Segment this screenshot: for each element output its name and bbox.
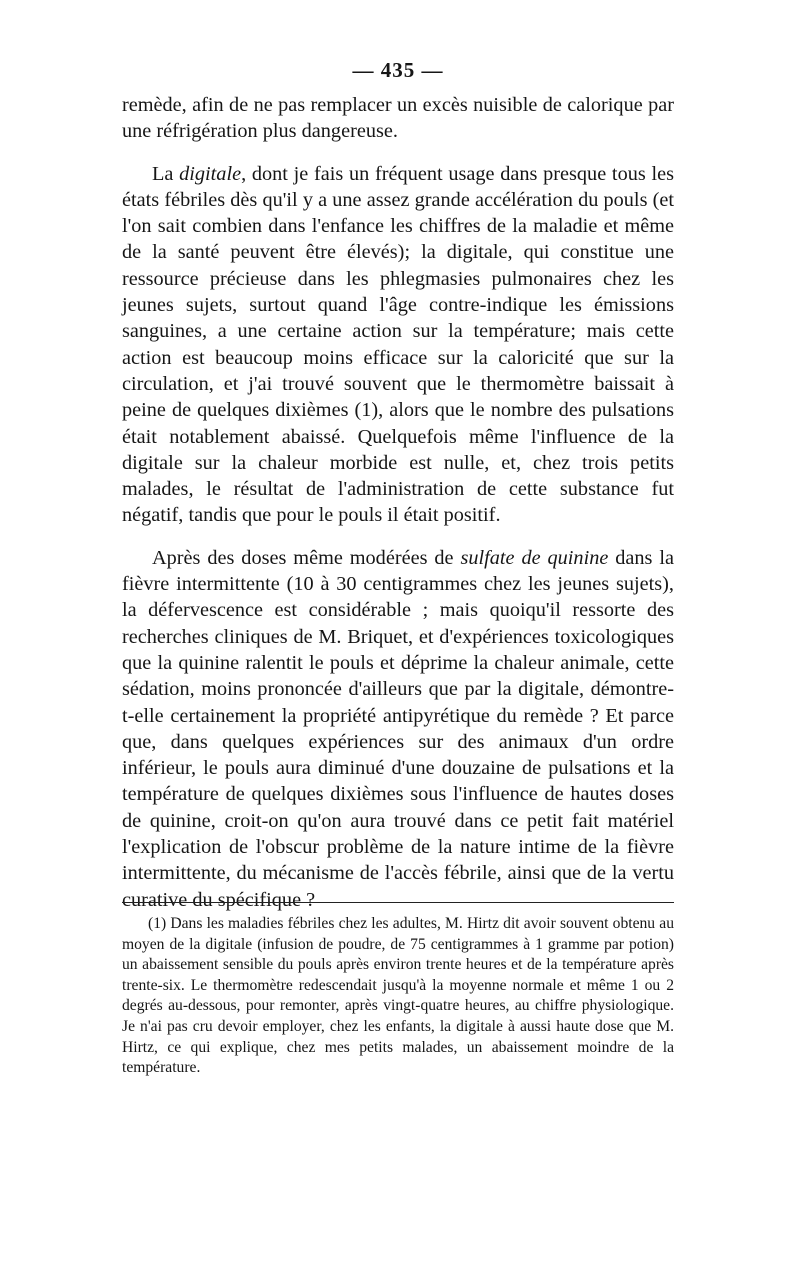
paragraph-text: , dont je fais un fréquent usage dans presque tous les états fébriles dès qu'il y a une assez grande accélération du pouls (et l'on sait combien dans l'enfance les chiffres de la maladie et même de la santé peuvent être élevés); la digitale, qui constitue une ressource précieuse dans les phlegmasies pulmonaires chez les jeunes sujets, surtout quand l'âge contre-indique les émissions sanguines, a une certaine action sur la température; mais cette action est beaucoup moins efficace sur la caloricité que sur la circulation, et j'ai trouvé souvent que le thermomètre baissait à peine de quelques dixièmes (1), alors que le nombre des pulsations était notablement abaissé. Quelquefois même l'influence de la digitale sur la chaleur morbide est nulle, et, chez trois petits malades, le résultat de l'administration de cette substance fut négatif, tandis que pour le pouls il était positif. [122, 162, 674, 527]
paragraph-text: Après des doses même modérées de [152, 546, 461, 569]
paragraph-text: La [152, 162, 180, 185]
italic-term-sulfate-de-quinine: sulfate de quinine [460, 546, 609, 569]
page-number: — 435 — [352, 58, 444, 82]
footnote: (1) Dans les maladies fébriles chez les adultes, M. Hirtz dit avoir souvent obtenu au moyen de la digitale (infusion de poudre, de 75 centigrammes à 1 gramme par potion) un abaissement sensible du pouls après environ trente heures et de la température après trente-six. Le thermomètre redescendait jusqu'à la moyenne normale et même 1 ou 2 degrés au-dessous, pour remonter, après vingt-quatre heures, au chiffre physiologique. Je n'ai pas cru devoir employer, chez les enfants, la digitale à aussi haute dose que M. Hirtz, ce qui explique, chez mes petits malades, un abaissement moindre de la température. [122, 915, 674, 1077]
footnote-divider [122, 902, 674, 903]
paragraph-digitale [122, 161, 674, 529]
italic-term-digitale: digitale [179, 162, 242, 185]
paragraph-quinine [122, 545, 674, 913]
paragraph-continuation: remède, afin de ne pas remplacer un excès nuisible de calorique par une réfrigération plus dangereuse. [122, 94, 674, 143]
paragraph-text: dans la fièvre intermittente (10 à 30 centigrammes chez les jeunes sujets), la défervescence est considérable ; mais quoiqu'il ressorte des recherches cliniques de M. Briquet, et d'expériences toxicologiques que la quinine ralentit le pouls et déprime la chaleur animale, cette sédation, moins prononcée d'ailleurs que par la digitale, démontre-t-elle certainement la propriété antipyrétique du remède ? Et parce que, dans quelques expériences sur des animaux d'un ordre inférieur, le pouls aura diminué d'une douzaine de pulsations et la température de quelques dixièmes sous l'influence de hautes doses de quinine, croit-on qu'on aura trouvé dans ce petit fait matériel l'explication de l'obscur problème de la nature intime de la fièvre intermittente, du mécanisme de l'accès fébrile, ainsi que de la vertu curative du spécifique ? [122, 546, 675, 911]
main-text [122, 92, 674, 929]
